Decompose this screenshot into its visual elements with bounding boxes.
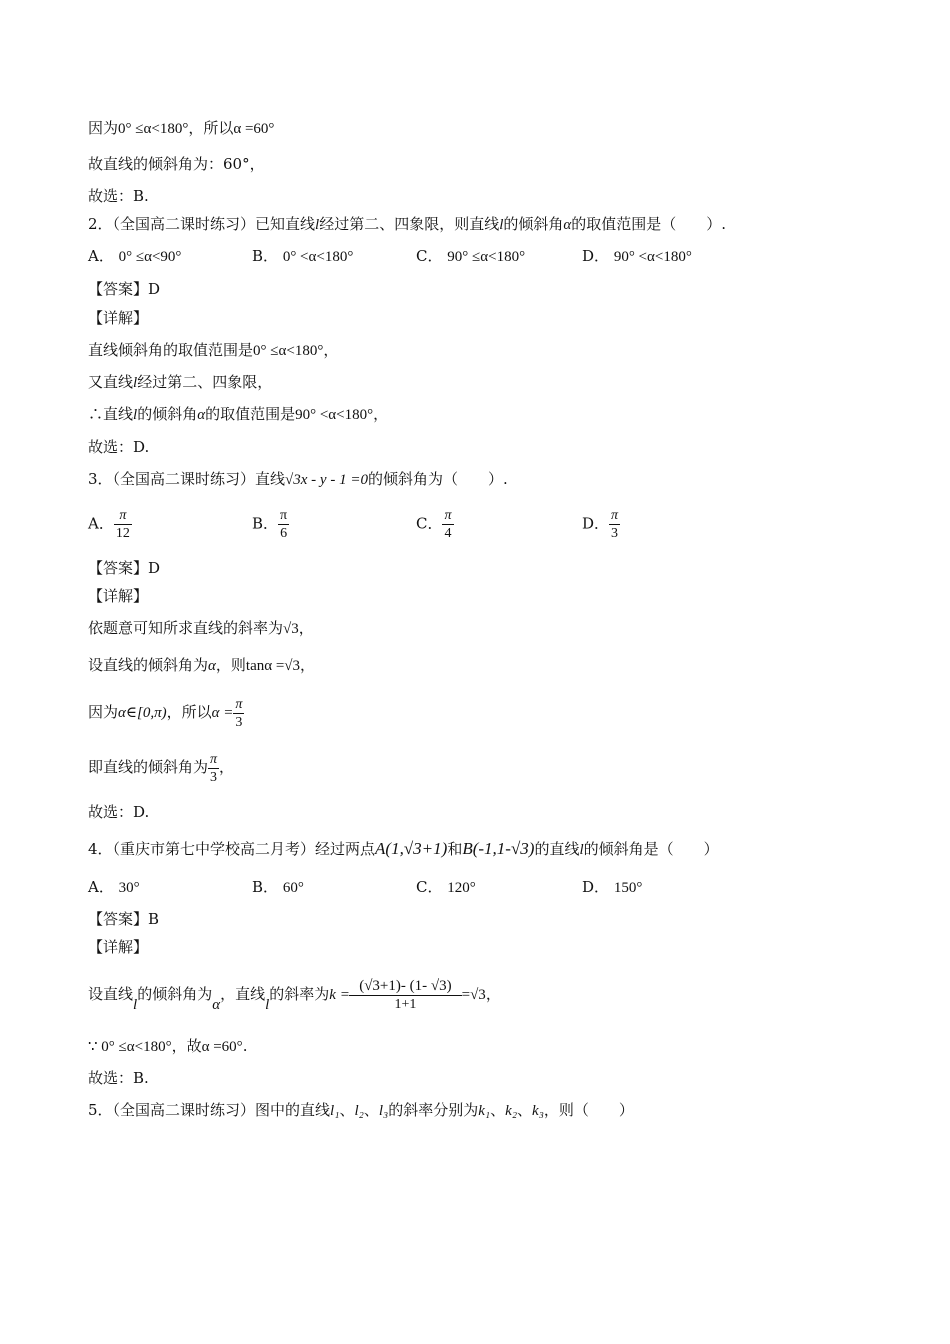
q4-option-c: C． 120° [416,878,476,896]
point-a: A(1,√3+1) [375,839,448,858]
q2-detail-title: 【详解】 [88,309,149,327]
math-result: α =60° [233,121,275,137]
q2-option-d: D． 90° <α<180° [582,247,692,265]
fraction: $\frac{\pi}{3}$ [235,696,243,730]
q1-conclusion: 故选：B. [88,187,149,205]
q4-answer: 【答案】B [88,910,160,928]
q2-conclusion: 故选：D. [88,438,150,456]
q3-answer: 【答案】D [88,559,161,577]
q4-conclusion: 故选：B. [88,1069,149,1087]
q4-option-d: D． 150° [582,878,643,896]
q4-option-b: B． 60° [252,878,304,896]
q4-detail-1: 设直线l的倾斜角为α，直线l的斜率为k = $\frac{(√3+1)- (1- √3)}{1+1}$ =√3， [88,977,501,1013]
q1-line-1: 因为0° ≤α<180°，所以α =60° [88,119,275,137]
q4-detail-2: ∵ 0° ≤α<180°，故α =60°. [88,1037,248,1055]
q4-stem: 4．（重庆市第七中学校高二月考）经过两点A(1,√3+1)和B(-1,1-√3)的直线l的倾斜角是（ ） [88,839,719,858]
q2-option-b: B． 0° <α<180° [252,247,354,265]
q2-detail-2: 又直线l经过第二、四象限， [88,373,273,391]
point-b: B(-1,1-√3) [462,839,535,858]
q3-option-a: A． $\frac{\pi}{12}$ [88,508,130,541]
q4-detail-title: 【详解】 [88,938,149,956]
q3-detail-title: 【详解】 [88,587,149,605]
q3-detail-4: 即直线的倾斜角为 $\frac{\pi}{3}$ ， [88,751,235,785]
q2-option-a: A． 0° ≤α<90° [88,247,182,265]
q2-detail-1: 直线倾斜角的取值范围是0° ≤α<180°， [88,341,339,359]
q3-detail-1: 依题意可知所求直线的斜率为√3， [88,619,314,637]
q3-option-c: C． $\frac{\pi}{4}$ [416,508,452,541]
q2-stem: 2．（全国高二课时练习）已知直线l经过第二、四象限，则直线l的倾斜角α的取值范围是（ ）. [88,215,727,233]
q2-detail-3: ∴直线l的倾斜角α的取值范围是90° <α<180°， [88,405,389,423]
q2-answer: 【答案】D [88,280,161,298]
fraction: $\frac{\pi}{3}$ [210,751,218,785]
q3-option-d: D． $\frac{\pi}{3}$ [582,508,619,541]
fraction: $\frac{\pi}{12}$ [115,508,130,541]
q5-stem: 5．（全国高二课时练习）图中的直线l₁、l₂、l₃的斜率分别为k₁、k₂、k₃，则（ ） [88,1101,634,1119]
slope-fraction: $\frac{(√3+1)- (1- √3)}{1+1}$ [349,978,461,1013]
q3-detail-3: 因为α∈[0,π)，所以α = $\frac{\pi}{3}$ [88,696,243,730]
fraction: $\frac{\pi}{4}$ [444,508,452,541]
q3-stem: 3．（全国高二课时练习）直线√3x - y - 1 =0的倾斜角为（ ）. [88,470,508,488]
q3-conclusion: 故选：D. [88,803,150,821]
math-inequality: 0° ≤α<180° [118,121,189,137]
q3-detail-2: 设直线的倾斜角为α，则tanα =√3， [88,656,316,674]
q4-option-a: A． 30° [88,878,140,896]
fraction: $\frac{\pi}{3}$ [611,508,619,541]
fraction: $\frac{\pi}{6}$ [280,508,288,541]
q2-option-c: C． 90° ≤α<180° [416,247,526,265]
q3-option-b: B． $\frac{\pi}{6}$ [252,508,288,541]
q1-line-2: 故直线的倾斜角为：60°， [88,155,265,173]
